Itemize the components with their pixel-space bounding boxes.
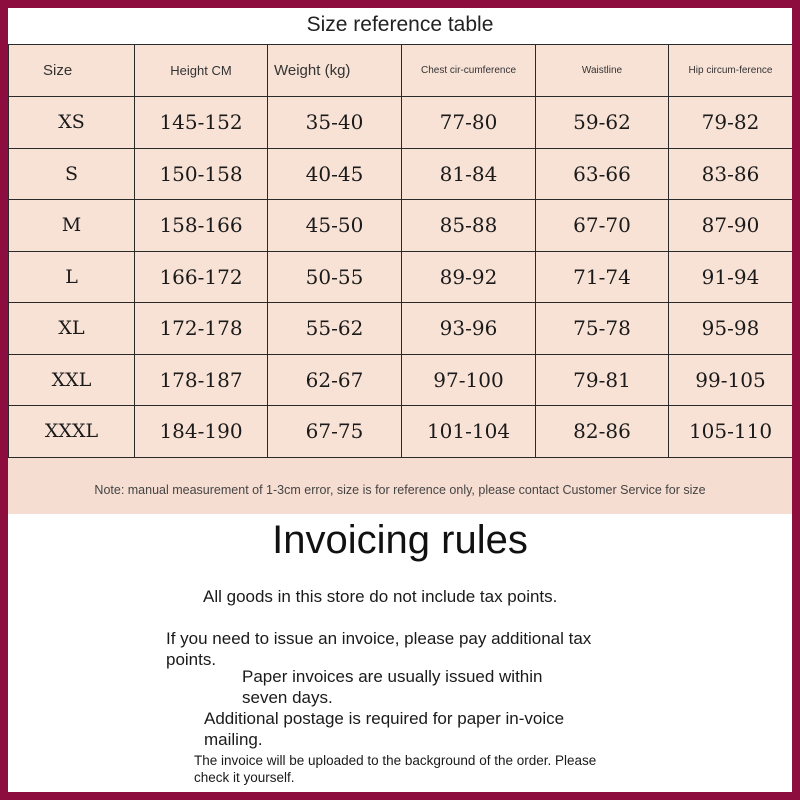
cell-waist: 75-78 — [536, 303, 669, 355]
cell-hip: 99-105 — [669, 354, 793, 406]
header-chest: Chest cir-cumference — [402, 45, 536, 97]
size-table-panel — [8, 44, 792, 514]
table-row — [9, 97, 793, 149]
cell-weight: 35-40 — [268, 97, 402, 149]
cell-hip: 95-98 — [669, 303, 793, 355]
cell-hip: 87-90 — [669, 200, 793, 252]
cell-hip: 83-86 — [669, 148, 793, 200]
cell-size: XL — [9, 303, 135, 355]
cell-height: 166-172 — [135, 251, 268, 303]
table-row — [9, 354, 793, 406]
cell-hip: 91-94 — [669, 251, 793, 303]
cell-chest: 101-104 — [402, 406, 536, 458]
cell-chest: 97-100 — [402, 354, 536, 406]
cell-weight: 67-75 — [268, 406, 402, 458]
cell-height: 158-166 — [135, 200, 268, 252]
table-header-row — [9, 45, 793, 97]
invoicing-title: Invoicing rules — [272, 518, 528, 562]
cell-weight: 50-55 — [268, 251, 402, 303]
cell-size: XXL — [9, 354, 135, 406]
table-row — [9, 251, 793, 303]
cell-chest: 93-96 — [402, 303, 536, 355]
cell-size: S — [9, 148, 135, 200]
invoice-rule-5: The invoice will be uploaded to the background of the order. Please check it yourself. — [194, 753, 597, 785]
cell-waist: 67-70 — [536, 200, 669, 252]
invoice-rule-3: Paper invoices are usually issued within seven days. — [242, 667, 543, 707]
header-waist: Waistline — [536, 45, 669, 97]
cell-size: M — [9, 200, 135, 252]
size-table — [8, 44, 792, 458]
header-weight: Weight (kg) — [268, 45, 402, 97]
table-row — [9, 148, 793, 200]
header-hip: Hip circum-ference — [669, 45, 793, 97]
cell-waist: 82-86 — [536, 406, 669, 458]
cell-height: 150-158 — [135, 148, 268, 200]
cell-waist: 59-62 — [536, 97, 669, 149]
header-height: Height CM — [135, 45, 268, 97]
cell-chest: 89-92 — [402, 251, 536, 303]
table-row — [9, 200, 793, 252]
table-row — [9, 406, 793, 458]
cell-waist: 63-66 — [536, 148, 669, 200]
cell-weight: 45-50 — [268, 200, 402, 252]
size-chart-page — [8, 8, 792, 792]
cell-weight: 55-62 — [268, 303, 402, 355]
measurement-note: Note: manual measurement of 1-3cm error, size is for reference only, please contact Customer Service for size — [94, 483, 706, 497]
cell-height: 178-187 — [135, 354, 268, 406]
cell-size: XXXL — [9, 406, 135, 458]
invoice-rule-4: Additional postage is required for paper in-voice mailing. — [204, 709, 565, 749]
cell-chest: 85-88 — [402, 200, 536, 252]
cell-height: 172-178 — [135, 303, 268, 355]
cell-weight: 62-67 — [268, 354, 402, 406]
cell-size: L — [9, 251, 135, 303]
size-table-title: Size reference table — [306, 13, 494, 36]
cell-size: XS — [9, 97, 135, 149]
cell-chest: 77-80 — [402, 97, 536, 149]
cell-weight: 40-45 — [268, 148, 402, 200]
header-size: Size — [9, 45, 135, 97]
cell-waist: 79-81 — [536, 354, 669, 406]
cell-height: 145-152 — [135, 97, 268, 149]
cell-chest: 81-84 — [402, 148, 536, 200]
invoice-rule-2: If you need to issue an invoice, please pay additional tax points. — [166, 629, 592, 669]
cell-waist: 71-74 — [536, 251, 669, 303]
table-row — [9, 303, 793, 355]
invoice-rule-1: All goods in this store do not include tax points. — [203, 587, 558, 606]
cell-hip: 79-82 — [669, 97, 793, 149]
cell-hip: 105-110 — [669, 406, 793, 458]
cell-height: 184-190 — [135, 406, 268, 458]
